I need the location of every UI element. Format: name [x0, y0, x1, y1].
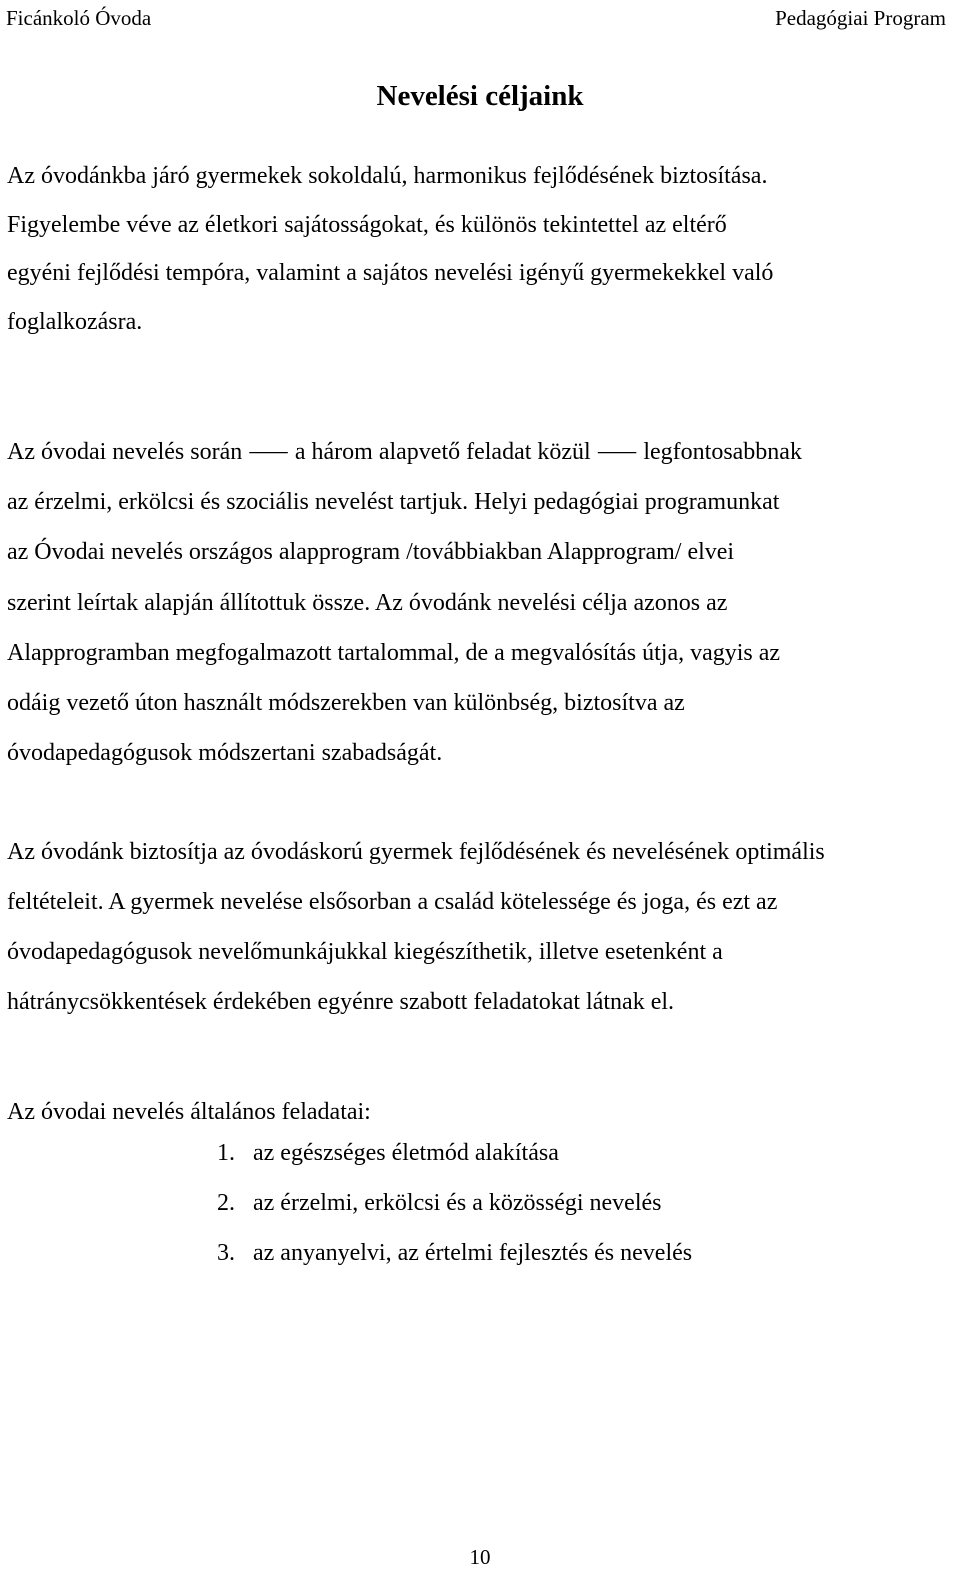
list-item-text: az anyanyelvi, az értelmi fejlesztés és nevelés [253, 1240, 693, 1266]
paragraph-line: hátránycsökkentések érdekében egyénre szabott feladatokat látnak el. [7, 989, 675, 1015]
paragraph-line: feltételeit. A gyermek nevelése elsősorban a család kötelessége és joga, és ezt az [7, 889, 778, 915]
paragraph-line: Az óvodánk biztosítja az óvodáskorú gyermek fejlődésének és nevelésének optimális [7, 839, 825, 865]
paragraph-line: óvodapedagógusok nevelőmunkájukkal kiegészíthetik, illetve esetenként a [7, 939, 723, 965]
paragraph-line: odáig vezető úton használt módszerekben van különbség, biztosítva az [7, 690, 685, 717]
list-item-number: 2. [217, 1190, 235, 1216]
list-item [217, 1128, 692, 1178]
list-item-text: az érzelmi, erkölcsi és a közösségi nevelés [253, 1190, 662, 1216]
paragraph-line: foglalkozásra. [7, 309, 143, 336]
paragraph-line: Az óvodánkba járó gyermekek sokoldalú, harmonikus fejlődésének biztosítása. [7, 163, 768, 189]
paragraph-line: Alapprogramban megfogalmazott tartalommal, de a megvalósítás útja, vagyis az [7, 639, 781, 666]
list-item [217, 1228, 692, 1278]
header-document-name: Pedagógiai Program [775, 6, 946, 30]
tasks-heading: Az óvodai nevelés általános feladatai: [7, 1099, 371, 1125]
paragraph-line: óvodapedagógusok módszertani szabadságát. [7, 740, 443, 767]
paragraph-line: az Óvodai nevelés országos alapprogram /továbbiakban Alapprogram/ elvei [7, 539, 735, 566]
list-item-text: az egészséges életmód alakítása [253, 1140, 559, 1166]
list-item-number: 1. [217, 1140, 235, 1166]
paragraph-line: szerint leírtak alapján állítottuk össze. Az óvodánk nevelési célja azonos az [7, 589, 728, 616]
page-number: 10 [469, 1545, 491, 1569]
paragraph-line: egyéni fejlődési tempóra, valamint a sajátos nevelési igényű gyermekekkel való [7, 260, 774, 287]
header-school-name: Ficánkoló Óvoda [6, 6, 152, 30]
paragraph-line: Az óvodai nevelés során ⸺ a három alapvető feladat közül ⸺ legfontosabbnak [7, 439, 802, 465]
paragraph-line: az érzelmi, erkölcsi és szociális nevelést tartjuk. Helyi pedagógiai programunkat [7, 489, 780, 516]
list-item-number: 3. [217, 1240, 235, 1266]
paragraph-goals [7, 152, 945, 347]
page-title: Nevelési céljaink [376, 80, 584, 112]
list-item [217, 1178, 692, 1228]
paragraph-conditions [7, 827, 945, 1027]
tasks-list [217, 1128, 692, 1278]
paragraph-program [7, 427, 945, 778]
paragraph-line: Figyelembe véve az életkori sajátosságokat, és különös tekintettel az eltérő [7, 211, 727, 238]
